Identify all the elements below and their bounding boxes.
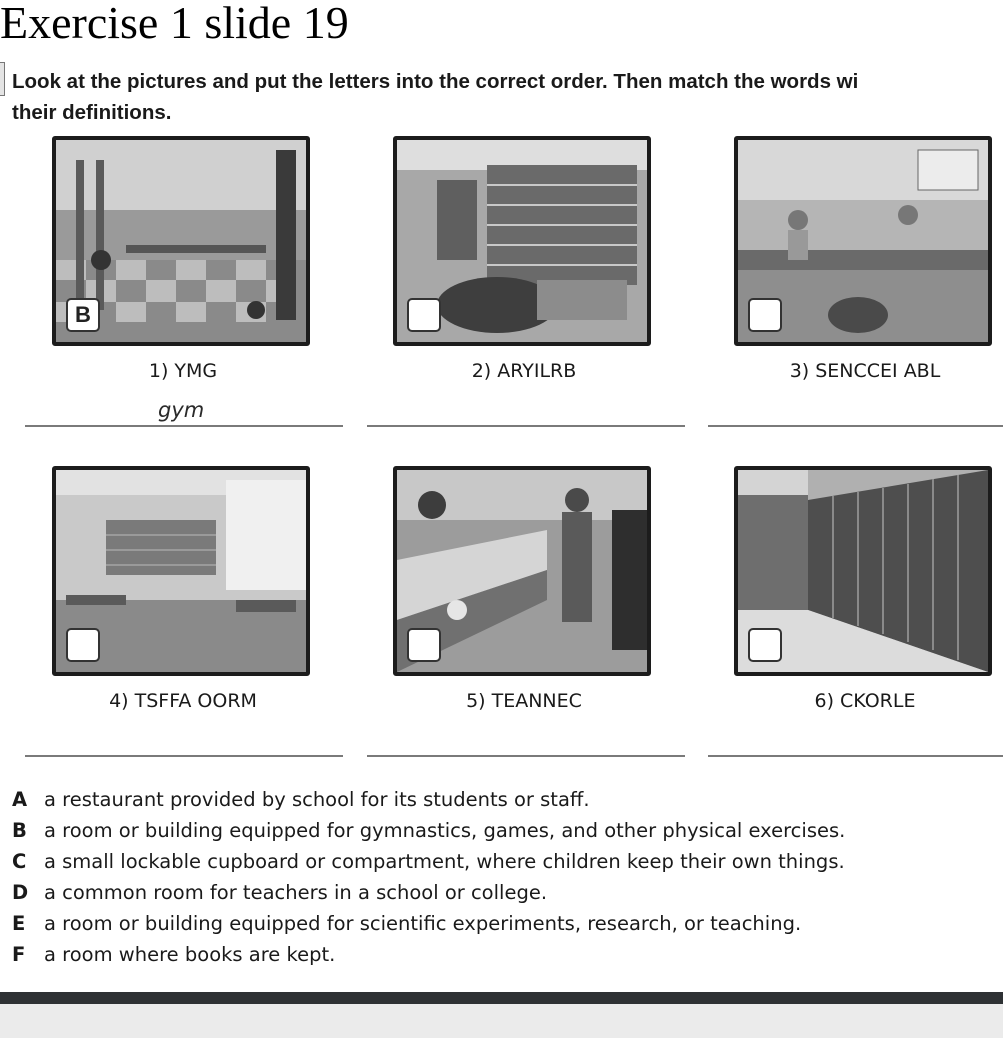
answer-line-1[interactable] (25, 425, 343, 427)
definition-b (12, 819, 845, 842)
word-label-6: 6) CKORLE (814, 690, 916, 712)
answer-line-5[interactable] (367, 755, 685, 757)
answer-box-5[interactable] (407, 628, 441, 662)
definition-letter: B (12, 819, 27, 842)
bottom-area (0, 1004, 1003, 1038)
word-label-2: 2) ARYILRB (471, 360, 577, 382)
instructions-line-2: their definitions. (12, 101, 172, 124)
canteen-photo (393, 466, 651, 676)
definition-text: a room or building equipped for scientific experiments, research, or teaching. (44, 912, 802, 935)
library-photo (393, 136, 651, 346)
gym-photo (52, 136, 310, 346)
definition-text: a restaurant provided by school for its students or staff. (44, 788, 590, 811)
definition-letter: D (12, 881, 29, 904)
answer-box-3[interactable] (748, 298, 782, 332)
definition-letter: F (12, 943, 26, 966)
word-label-1: 1) YMG (148, 360, 218, 382)
definition-text: a small lockable cupboard or compartment, where children keep their own things. (44, 850, 845, 873)
answer-box-1[interactable]: B (66, 298, 100, 332)
definition-letter: E (12, 912, 26, 935)
exercise-marker (0, 62, 5, 96)
answer-box-4[interactable] (66, 628, 100, 662)
definition-c (12, 850, 845, 873)
word-label-5: 5) TEANNEC (466, 690, 582, 712)
answer-text-1[interactable]: gym (158, 398, 205, 422)
staff-room-photo (52, 466, 310, 676)
science-lab-photo (734, 136, 992, 346)
word-label-4: 4) TSFFA OORM (109, 690, 257, 712)
answer-line-2[interactable] (367, 425, 685, 427)
answer-box-2[interactable] (407, 298, 441, 332)
definition-text: a room where books are kept. (44, 943, 336, 966)
instructions (12, 66, 1003, 128)
page-title: Exercise 1 slide 19 (0, 0, 349, 48)
definition-text: a common room for teachers in a school or college. (44, 881, 548, 904)
definition-letter: C (12, 850, 27, 873)
instructions-line-1: Look at the pictures and put the letters into the correct order. Then match the words wi (12, 70, 859, 93)
word-label-3: 3) SENCCEI ABL (789, 360, 941, 382)
answer-box-6[interactable] (748, 628, 782, 662)
answer-line-3[interactable] (708, 425, 1003, 427)
bottom-divider (0, 992, 1003, 1004)
definition-text: a room or building equipped for gymnastics, games, and other physical exercises. (44, 819, 846, 842)
answer-line-4[interactable] (25, 755, 343, 757)
definition-e (12, 912, 801, 935)
answer-line-6[interactable] (708, 755, 1003, 757)
definition-d (12, 881, 547, 904)
definition-f (12, 943, 335, 966)
locker-photo (734, 466, 992, 676)
definition-letter: A (12, 788, 28, 811)
definition-a (12, 788, 590, 811)
